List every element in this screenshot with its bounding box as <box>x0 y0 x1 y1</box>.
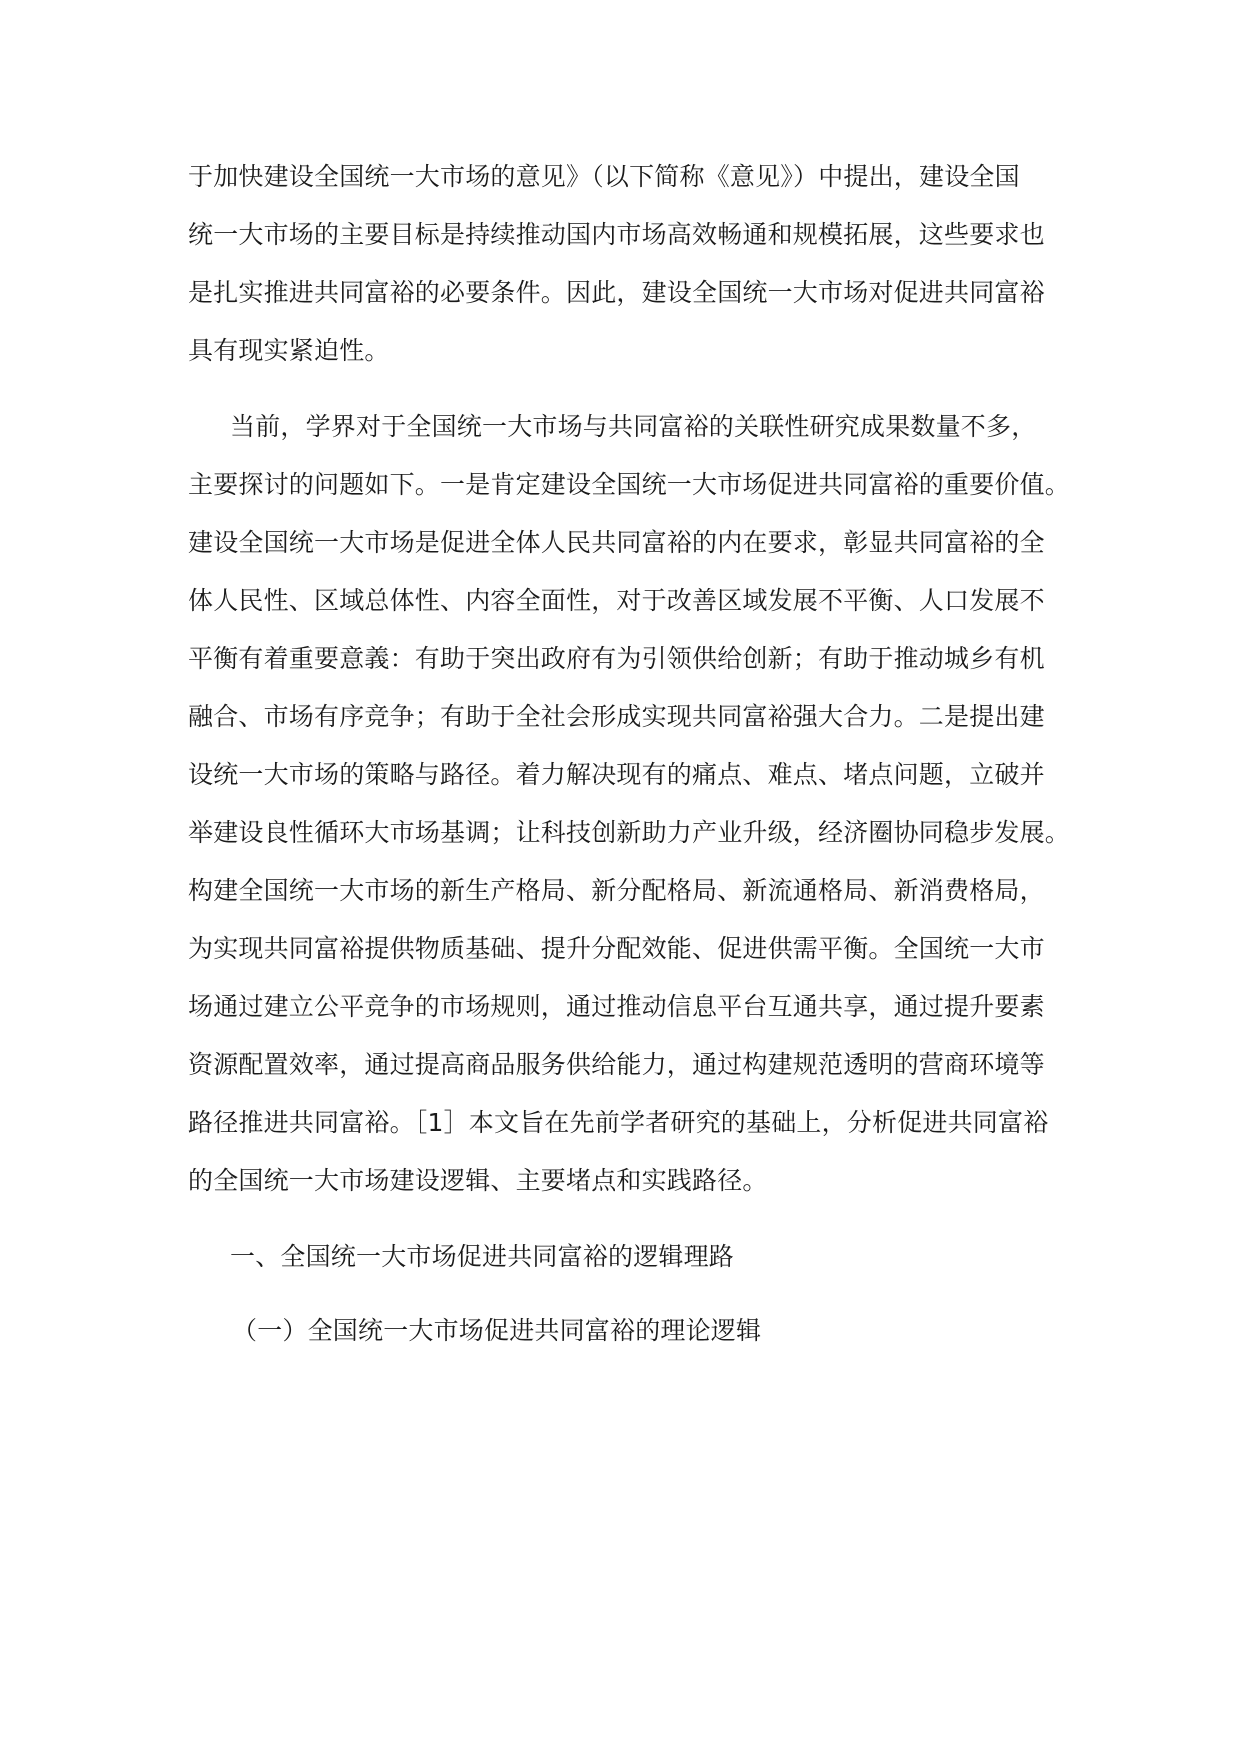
paragraph-2-line-14: 的全国统一大市场建设逻辑、主要堵点和实践路径。 <box>188 1166 768 1195</box>
paragraph-2-line-7: 设统一大市场的策略与路径。着力解决现有的痛点、难点、堵点问题，立破并 <box>188 760 1045 789</box>
section-heading: 一、全国统一大市场促进共同富裕的逻辑理路 <box>230 1242 735 1271</box>
paragraph-2-line-11: 场通过建立公平竞争的市场规则，通过推动信息平台互通共享，通过提升要素 <box>188 992 1045 1021</box>
paragraph-1-line-4: 具有现实紧迫性。 <box>188 336 390 365</box>
paragraph-2-line-5: 平衡有着重要意義：有助于突出政府有为引领供给创新；有助于推动城乡有机 <box>188 644 1045 673</box>
paragraph-2-line-6: 融合、市场有序竞争；有助于全社会形成实现共同富裕强大合力。二是提出建 <box>188 702 1045 731</box>
paragraph-2-line-2: 主要探讨的问题如下。一是肯定建设全国统一大市场促进共同富裕的重要价值。 <box>188 470 1071 499</box>
paragraph-2-line-9: 构建全国统一大市场的新生产格局、新分配格局、新流通格局、新消费格局， <box>188 876 1045 905</box>
paragraph-2-line-3: 建设全国统一大市场是促进全体人民共同富裕的内在要求，彰显共同富裕的全 <box>188 528 1045 557</box>
paragraph-2-line-10: 为实现共同富裕提供物质基础、提升分配效能、促进供需平衡。全国统一大市 <box>188 934 1045 963</box>
paragraph-2-line-4: 体人民性、区域总体性、内容全面性，对于改善区域发展不平衡、人口发展不 <box>188 586 1045 615</box>
paragraph-1-line-3: 是扎实推进共同富裕的必要条件。因此，建设全国统一大市场对促进共同富裕 <box>188 278 1045 307</box>
paragraph-2-line-8: 举建设良性循环大市场基调；让科技创新助力产业升级，经济圈协同稳步发展。 <box>188 818 1071 847</box>
paragraph-2-line-12: 资源配置效率，通过提高商品服务供给能力，通过构建规范透明的营商环境等 <box>188 1050 1045 1079</box>
paragraph-2-line-1: 当前，学界对于全国统一大市场与共同富裕的关联性研究成果数量不多， <box>230 412 1037 441</box>
paragraph-1-line-2: 统一大市场的主要目标是持续推动国内市场高效畅通和规模拓展，这些要求也 <box>188 220 1045 249</box>
subsection-heading: （一）全国统一大市场促进共同富裕的理论逻辑 <box>232 1316 762 1345</box>
paragraph-2-line-13: 路径推进共同富裕。［1］本文旨在先前学者研究的基础上，分析促进共同富裕 <box>188 1108 1049 1137</box>
paragraph-1-line-1: 于加快建设全国统一大市场的意见》（以下简称《意见》）中提出，建设全国 <box>188 162 1020 191</box>
